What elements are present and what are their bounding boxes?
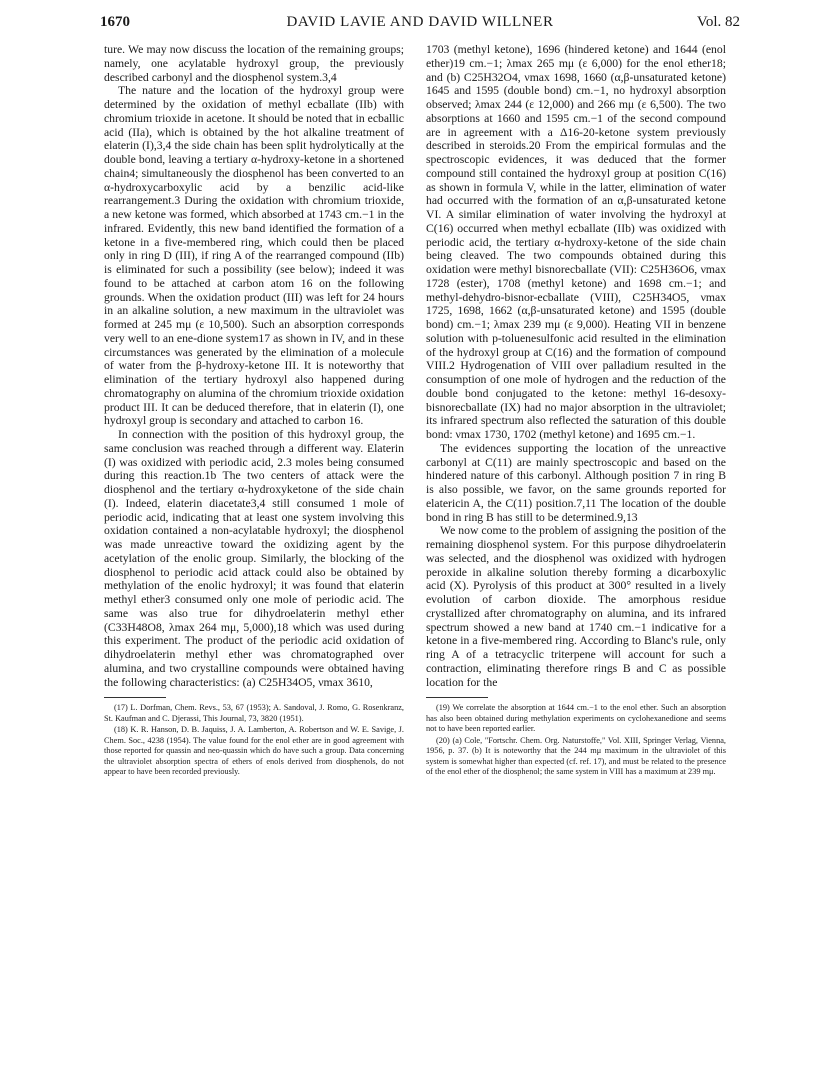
page-number: 1670 [100, 14, 130, 30]
paragraph: The nature and the location of the hydroxyl group were determined by the oxidation of methyl ecballate (IIb) with chromium trioxide in acetone. It should be noted that in ecballic acid (IIa), which is obtained by the hot alkaline treatment of elaterin (I),3,4 the side chain has been split hydrolytically at the double bond, leaving a tertiary α-hydroxy-ketone in a shortened chain4; simultaneously the diosphenol has been converted to an α-hydroxycarboxylic acid by a benzilic acid-like rearrangement.3 During the oxidation with chromium trioxide, a new ketone was formed, which absorbed at 1743 cm.−1 in the infrared. Evidently, this new band identified the formation of a ketone in a five-membered ring, which could then be placed only in ring D (III), if ring A of the rearranged compound (IIb) is eliminated for such a possibility (see below); indeed it was found to be attached at carbon atom 16 on the following grounds. When the oxidation product (III) was left for 24 hours in an alkaline solution, a new maximum in the ultraviolet was formed at 245 mμ (ε 10,500). Such an absorption corresponds very well to an ene-dione system17 as shown in IV, and in these circumstances was generated by the elimination of a molecule of water from the β-hydroxy-ketone III. It is noteworthy that elimination of the tertiary hydroxyl also happened during chromatography on alumina of the chromium trioxide oxidation product III. It can be deduced therefore, that in elaterin (I), one hydroxyl group is secondary and attached to carbon 16. [104, 84, 404, 428]
paragraph: In connection with the position of this hydroxyl group, the same conclusion was reached through a different way. Elaterin (I) was oxidized with periodic acid, 2.3 moles being consumed during this reaction.1b The two centers of attack were the diosphenol and the tertiary α-hydroxyketone of the side chain (I). Indeed, elaterin diacetate3,4 still consumed 1 mole of periodic acid, indicating that at least one system involving this oxidation contained a non-acylatable hydroxyl; the diosphenol was made unreactive toward the oxidizing agent by the acetylation of the enolic group. Similarly, the blocking of the diosphenol to periodic acid attack could also be obtained by methylation of the enolic hydroxyl; it was found that elaterin methyl ether3 consumed only one mole of periodic acid. The same was also true for dihydroelaterin methyl ether (C33H48O8, λmax 264 mμ, 5,000),18 which was used during this experiment. The product of the periodic acid oxidation of dihydroelaterin methyl ether was chromatographed over alumina, and two crystalline compounds were obtained having the following characteristics: (a) C25H34O5, νmax 3610, [104, 428, 404, 689]
footnote-19: (19) We correlate the absorption at 1644 cm.−1 to the enol ether. Such an absorption has also been obtained during methylation experiments on cyclohexanedione and seems not to have been reported earlier. [426, 703, 726, 734]
paragraph: 1703 (methyl ketone), 1696 (hindered ketone) and 1644 (enol ether)19 cm.−1; λmax 265 mμ (ε 6,000) for the enol ether18; and (b) C25H32O4, νmax 1698, 1660 (α,β-unsaturated ketone) 1645 and 1595 (double bond) cm.−1, no hydroxyl absorption observed; λmax 244 (ε 12,000) and 266 mμ (ε 6,500). The two absorptions at 1660 and 1595 cm.−1 of the second compound are in agreement with a Δ16-20-ketone system previously described in steroids.20 From the empirical formulas and the spectroscopic evidences, it was deduced that the former compound still contained the hydroxyl group at position C(16) as shown in formula V, while in the latter, elimination of water had occurred with the formation of an α,β-unsaturated ketone VI. A similar elimination of water involving the hydroxyl at C(16) occurred when methyl ecballate (IIb) was oxidized with periodic acid, the tertiary α-hydroxy-ketone of the side chain being cleaved. The two compounds obtained during this oxidation were methyl bisnorecballate (VII): C25H36O6, νmax 1728 (ester), 1708 (methyl ketone) and 1698 cm.−1; and methyl-dehydro-bisnor-ecballate (VIII), C25H34O5, νmax 1725, 1698, 1662 (α,β-unsaturated ketone) and 1595 (double bond) cm.−1; λmax 239 mμ (ε 9,000). Heating VII in benzene solution with p-toluenesulfonic acid resulted in the elimination of the hydroxyl group at C(16) and the formation of compound VIII.2 Hydrogenation of VIII over palladium resulted in the consumption of one mole of hydrogen and the reduction of the double bond conjugated to the ketone: methyl 16-desoxy-bisnorecballate (IX) had no major absorption in the ultraviolet; its infrared spectrum also reflected the saturation of this double bond: νmax 1730, 1702 (methyl ketone) and 1695 cm.−1. [426, 43, 726, 441]
paragraph: ture. We may now discuss the location of the remaining groups; namely, one acylatable hydroxyl group, the previously described carbonyl and the diosphenol system.3,4 [104, 43, 404, 84]
footnote-17: (17) L. Dorfman, Chem. Revs., 53, 67 (1953); A. Sandoval, J. Romo, G. Rosenkranz, St. Kaufman and C. Djerassi, This Journal, 73, 3820 (1951). [104, 703, 404, 723]
paragraph: We now come to the problem of assigning the position of the remaining diosphenol system. For this purpose dihydroelaterin was selected, and the diosphenol was oxidized with hydrogen peroxide in alkaline solution thereby forming a dicarboxylic acid (X). Pyrolysis of this product at 300° resulted in a lively evolution of carbon dioxide. The amorphous residue crystallized after chromatography on alumina, and its infrared spectrum showed a new band at 1740 cm.−1 indicative for a ketone in a five-membered ring. According to Blanc's rule, only ring A of a tetracyclic triterpene will account for such a contraction, eliminating therefore rings B and C as possible location for the [426, 524, 726, 689]
paragraph: The evidences supporting the location of the unreactive carbonyl at C(11) are mainly spectroscopic and based on the hindered nature of this carbonyl. Although position 7 in ring B is also possible, we favor, on the same grounds reported for elatericin A, the C(11) position.7,11 The location of the double bond in ring B has still to be determined.9,13 [426, 441, 726, 524]
footnote-divider [104, 697, 166, 698]
left-footnotes [104, 703, 404, 778]
running-title: DAVID LAVIE AND DAVID WILLNER [286, 14, 554, 30]
right-column [426, 43, 726, 779]
footnote-18: (18) K. R. Hanson, D. B. Jaquiss, J. A. Lamberton, A. Robertson and W. E. Savige, J. Chem. Soc., 4238 (1954). The value found for the enol ether are in good agreement with those reported for quassin and neo-quassin which do have such a group. Data concerning the ultraviolet absorption spectra of ethers of enols derived from diosphenols, do not appear to have been recorded previously. [104, 725, 404, 777]
running-header [100, 10, 740, 34]
left-column [104, 43, 404, 779]
right-footnotes [426, 703, 726, 778]
footnote-divider [426, 697, 488, 698]
footnote-20: (20) (a) Cole, "Fortschr. Chem. Org. Naturstoffe," Vol. XIII, Springer Verlag, Vienna, 1956, p. 37. (b) It is noteworthy that the 244 mμ maximum in the ultraviolet of this system is somewhat higher than expected (cf. ref. 17), and must be related to the presence of the enol ether of the diosphenol; the same system in VIII has a maximum at 239 mμ. [426, 735, 726, 777]
right-body-text [426, 43, 726, 689]
volume-label: Vol. 82 [696, 14, 740, 30]
left-body-text [104, 43, 404, 689]
